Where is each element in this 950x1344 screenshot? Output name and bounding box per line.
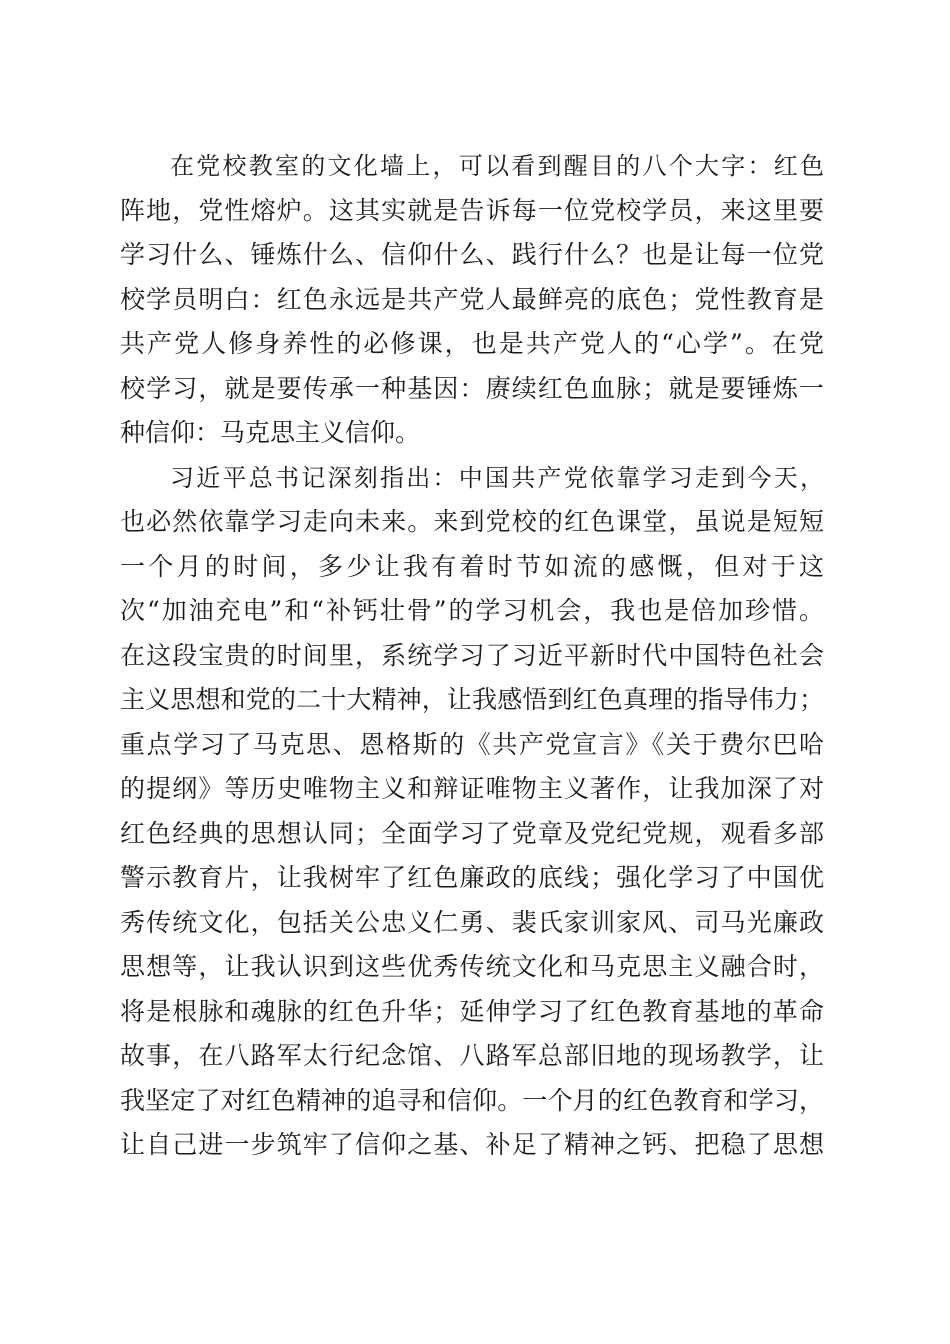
text-line: 也必然依靠学习走向未来。来到党校的红色课堂，虽说是短短 [120,507,824,536]
text-line: 我坚定了对红色精神的追寻和信仰。一个月的红色教育和学习， [120,1085,824,1115]
text-line: 让自己进一步筑牢了信仰之基、补足了精神之钙、把稳了思想 [120,1130,824,1159]
text-line: 种信仰：马克思主义信仰。 [120,418,421,447]
text-line: 思想等，让我认识到这些优秀传统文化和马克思主义融合时， [120,952,824,981]
text-line: 警示教育片，让我树牢了红色廉政的底线；强化学习了中国优 [120,863,824,892]
text-line: 红色经典的思想认同；全面学习了党章及党纪党规，观看多部 [120,818,824,848]
paragraph-2 [120,456,824,1168]
text-line: 秀传统文化，包括关公忠义仁勇、裴氏家训家风、司马光廉政 [120,907,824,937]
text-line: 在这段宝贵的时间里，系统学习了习近平新时代中国特色社会 [120,640,824,670]
text-line: 次“加油充电”和“补钙壮骨”的学习机会，我也是倍加珍惜。 [120,596,824,625]
text-line: 一个月的时间，多少让我有着时节如流的感慨，但对于这 [120,551,824,581]
text-line: 阵地，党性熔炉。这其实就是告诉每一位党校学员，来这里要 [120,195,824,225]
text-line: 在党校教室的文化墙上，可以看到醒目的八个大字：红色 [170,152,824,180]
text-line: 校学习，就是要传承一种基因：赓续红色血脉；就是要锤炼一 [120,373,824,403]
text-line: 共产党人修身养性的必修课，也是共产党人的“心学”。在党 [120,329,824,358]
paragraph-1 [120,144,824,456]
text-line: 重点学习了马克思、恩格斯的《共产党宣言》《关于费尔巴哈 [120,729,824,759]
text-line: 将是根脉和魂脉的红色升华；延伸学习了红色教育基地的革命 [120,996,824,1026]
document-body [120,144,824,1168]
text-line: 校学员明白：红色永远是共产党人最鲜亮的底色；党性教育是 [120,284,824,314]
text-line: 故事，在八路军太行纪念馆、八路军总部旧地的现场教学，让 [120,1041,824,1070]
text-line: 学习什么、锤炼什么、信仰什么、践行什么？也是让每一位党 [120,240,824,269]
text-line: 主义思想和党的二十大精神，让我感悟到红色真理的指导伟力； [120,685,824,714]
text-line: 的提纲》等历史唯物主义和辩证唯物主义著作，让我加深了对 [120,774,824,803]
text-line: 习近平总书记深刻指出：中国共产党依靠学习走到今天， [170,463,824,492]
